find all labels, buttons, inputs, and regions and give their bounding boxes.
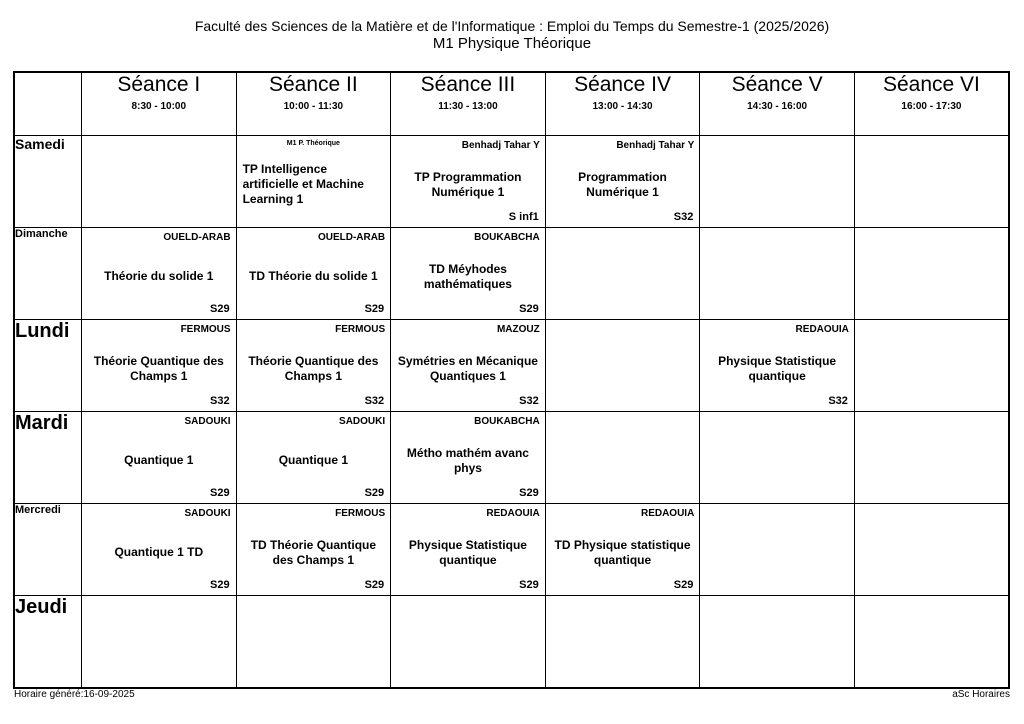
session-cell — [391, 228, 546, 320]
session-subject — [552, 256, 694, 297]
session-subject: TP Programmation Numérique 1 — [414, 169, 522, 199]
day-label: Dimanche — [14, 228, 82, 320]
session-teacher: SADOUKI — [339, 416, 386, 427]
session-room: S32 — [519, 395, 539, 407]
seance-header — [82, 72, 237, 136]
session-cell — [545, 136, 700, 228]
session-subject: Symétries en Mécanique Quantiques 1 — [397, 353, 538, 383]
session-cell — [236, 320, 391, 412]
session-room: S29 — [519, 487, 539, 499]
session-teacher: Benhadj Tahar Y — [461, 140, 540, 151]
day-label: Mardi — [14, 412, 82, 504]
session-teacher: OUELD-ARAB — [317, 232, 386, 243]
seance-header — [854, 72, 1009, 136]
seance-name: Séance V — [731, 73, 823, 96]
session-subject: Programmation Numérique 1 — [578, 169, 667, 199]
session-subject — [88, 624, 230, 665]
seance-time: 16:00 - 17:30 — [901, 101, 962, 112]
session-room: S32 — [364, 395, 385, 407]
seance-name: Séance VI — [882, 73, 980, 96]
software-credit: aSc Horaires — [952, 689, 1010, 700]
session-room: S32 — [828, 395, 848, 407]
seance-time: 13:00 - 14:30 — [592, 101, 653, 112]
session-cell — [545, 596, 700, 689]
session-subject: TD Méyhodes mathématiques — [423, 261, 512, 291]
session-subject — [552, 440, 694, 481]
session-cell — [236, 504, 391, 596]
session-teacher: FERMOUS — [335, 324, 386, 335]
session-room: S29 — [364, 579, 385, 591]
session-room: S29 — [673, 579, 694, 591]
day-label: Mercredi — [14, 504, 82, 596]
session-cell — [391, 596, 546, 689]
session-cell — [82, 504, 237, 596]
session-cell — [700, 596, 855, 689]
session-subject: TP Intelligence artificielle et Machine Learning 1 — [242, 162, 364, 206]
session-subject — [861, 348, 1002, 389]
session-subject: Théorie Quantique des Champs 1 — [248, 353, 379, 383]
day-label: Lundi — [14, 320, 82, 412]
day-row — [14, 596, 1009, 689]
day-label: Jeudi — [14, 596, 82, 689]
session-subject — [88, 164, 230, 205]
generated-date: Horaire généré:16-09-2025 — [14, 689, 135, 700]
day-row — [14, 504, 1009, 596]
session-teacher: REDAOUIA — [640, 508, 695, 519]
session-teacher: BOUKABCHA — [474, 416, 540, 427]
seance-header — [700, 72, 855, 136]
session-subject — [706, 624, 848, 665]
session-cell — [854, 412, 1009, 504]
seance-time: 14:30 - 16:00 — [747, 101, 808, 112]
session-cell — [82, 596, 237, 689]
session-cell — [854, 596, 1009, 689]
seance-header — [391, 72, 546, 136]
session-cell — [236, 228, 391, 320]
session-cell — [82, 320, 237, 412]
session-room: S32 — [673, 211, 694, 223]
session-cell — [700, 320, 855, 412]
day-row — [14, 136, 1009, 228]
day-row — [14, 412, 1009, 504]
timetable — [13, 71, 1010, 689]
session-room: S32 — [210, 395, 230, 407]
session-cell — [854, 320, 1009, 412]
seance-name: Séance III — [420, 73, 516, 96]
session-subject — [706, 440, 848, 481]
session-room: S29 — [210, 487, 230, 499]
session-subject: TD Théorie Quantique des Champs 1 — [250, 537, 377, 567]
session-room: S29 — [519, 303, 539, 315]
session-cell — [545, 228, 700, 320]
seance-name: Séance I — [117, 73, 201, 96]
session-subject: Métho mathém avanc phys — [406, 445, 529, 475]
seance-name: Séance II — [269, 73, 358, 96]
session-cell — [700, 136, 855, 228]
session-cell — [82, 228, 237, 320]
session-room: S29 — [519, 579, 539, 591]
session-subject — [861, 532, 1002, 573]
session-subject: Théorie du solide 1 — [104, 269, 214, 283]
session-cell — [391, 412, 546, 504]
seance-header-row — [14, 72, 1009, 136]
session-cell — [700, 504, 855, 596]
page-header — [0, 17, 1024, 53]
session-subject — [861, 624, 1002, 665]
session-subject — [706, 532, 848, 573]
session-subject: Quantique 1 TD — [114, 545, 204, 559]
session-cell — [391, 504, 546, 596]
session-cell — [391, 320, 546, 412]
session-teacher: REDAOUIA — [795, 324, 849, 335]
session-teacher: M1 P. Théorique — [286, 140, 340, 147]
session-cell — [545, 504, 700, 596]
session-cell — [700, 228, 855, 320]
session-subject: Théorie Quantique des Champs 1 — [93, 353, 224, 383]
seance-time: 8:30 - 10:00 — [131, 101, 187, 112]
session-room: S inf1 — [508, 211, 539, 223]
session-teacher: BOUKABCHA — [474, 232, 540, 243]
seance-name: Séance IV — [574, 73, 671, 96]
session-cell — [700, 412, 855, 504]
session-cell — [391, 136, 546, 228]
session-subject — [861, 440, 1002, 481]
session-subject — [706, 164, 848, 205]
session-cell — [545, 320, 700, 412]
session-cell — [854, 504, 1009, 596]
session-subject — [861, 164, 1002, 205]
session-cell — [236, 412, 391, 504]
session-room: S29 — [210, 579, 230, 591]
seance-time: 11:30 - 13:00 — [438, 101, 498, 112]
session-subject: Physique Statistique quantique — [408, 537, 527, 567]
page-subtitle: M1 Physique Théorique — [432, 35, 592, 52]
session-room: S29 — [364, 303, 385, 315]
session-teacher: Benhadj Tahar Y — [616, 140, 695, 151]
day-label: Samedi — [14, 136, 82, 228]
seance-header — [545, 72, 700, 136]
page-title: Faculté des Sciences de la Matière et de l'Informatique : Emploi du Temps du Semestre-1 (2025/2026) — [194, 18, 830, 34]
session-cell — [545, 412, 700, 504]
session-subject: Physique Statistique quantique — [718, 353, 837, 383]
session-teacher: REDAOUIA — [486, 508, 540, 519]
session-teacher: MAZOUZ — [496, 324, 540, 335]
session-room: S29 — [210, 303, 230, 315]
session-teacher: FERMOUS — [180, 324, 231, 335]
session-subject — [243, 624, 385, 665]
session-subject: TD Théorie du solide 1 — [249, 269, 378, 283]
session-subject: Quantique 1 — [124, 453, 194, 467]
session-subject — [706, 256, 848, 297]
session-subject: Quantique 1 — [278, 453, 349, 467]
day-row — [14, 320, 1009, 412]
session-cell — [854, 136, 1009, 228]
session-cell — [236, 596, 391, 689]
session-room: S29 — [364, 487, 385, 499]
session-subject — [552, 348, 694, 389]
session-cell — [82, 412, 237, 504]
session-cell — [236, 136, 391, 228]
session-subject — [552, 624, 694, 665]
seance-time: 10:00 - 11:30 — [283, 101, 344, 112]
session-subject — [861, 256, 1002, 297]
session-cell — [854, 228, 1009, 320]
session-subject: TD Physique statistique quantique — [554, 537, 691, 567]
day-row — [14, 228, 1009, 320]
session-teacher: OUELD-ARAB — [163, 232, 231, 243]
session-cell — [82, 136, 237, 228]
session-subject — [397, 624, 539, 665]
session-teacher: FERMOUS — [335, 508, 386, 519]
seance-header — [236, 72, 391, 136]
session-teacher: SADOUKI — [184, 416, 231, 427]
session-teacher: SADOUKI — [184, 508, 231, 519]
corner-cell — [14, 72, 82, 136]
